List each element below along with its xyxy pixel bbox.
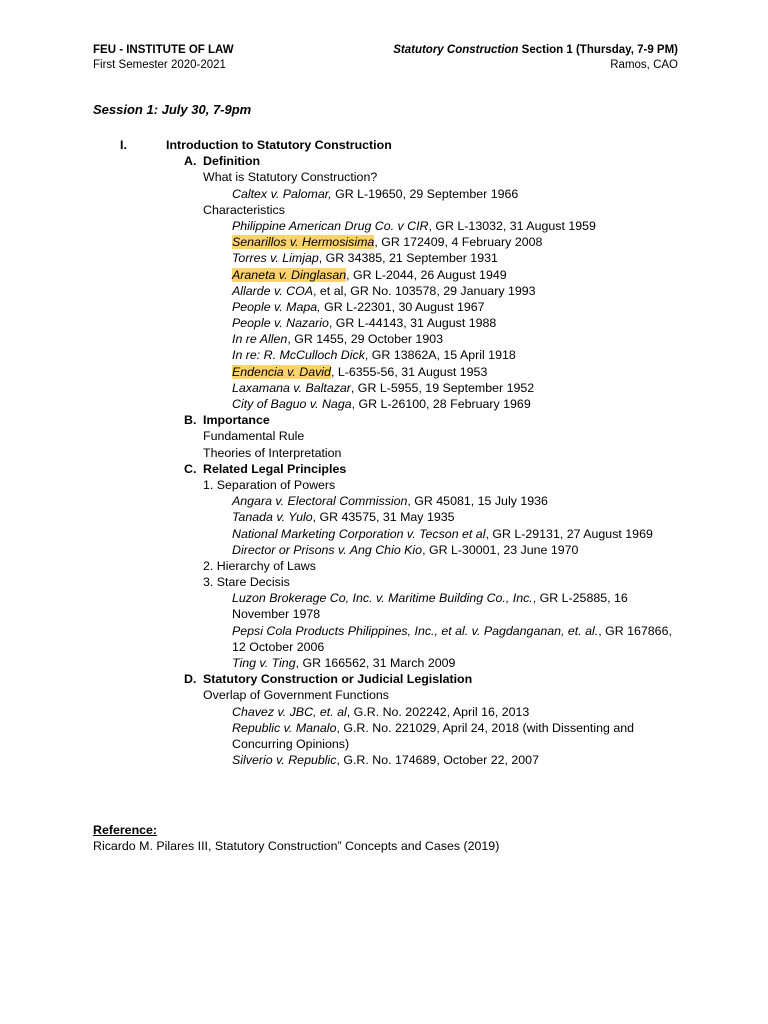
case-row	[0, 704, 768, 720]
course-section: Section 1 (Thursday, 7-9 PM)	[518, 44, 678, 56]
case-name: Angara v. Electoral Commission	[232, 494, 408, 509]
numbered-item	[0, 477, 768, 493]
characteristics-text: Characteristics	[203, 202, 285, 217]
case-name: Director or Prisons v. Ang Chio Kio	[232, 542, 423, 557]
case-row	[0, 752, 768, 768]
stare-decisis-cases	[0, 590, 768, 671]
case-cite: , GR L-25885, 16 November 1978	[232, 591, 628, 622]
item-text: 2. Hierarchy of Laws	[203, 558, 316, 573]
subsection-a	[0, 153, 768, 169]
case-row	[0, 250, 768, 266]
importance-item	[0, 428, 768, 444]
case-row	[0, 331, 768, 347]
case-cite: GR L-22301, 30 August 1967	[320, 299, 485, 314]
case-cite: , L-6355-56, 31 August 1953	[330, 364, 488, 379]
case-row	[0, 380, 768, 396]
session-title: Session 1: July 30, 7-9pm	[93, 102, 252, 117]
case-cite: , G.R. No. 202242, April 16, 2013	[346, 704, 530, 719]
reference-text: Ricardo M. Pilares III, Statutory Construction” Concepts and Cases (2019)	[93, 839, 500, 854]
numbered-item	[0, 558, 768, 574]
case-cite: , GR L-2044, 26 August 1949	[346, 267, 507, 282]
header-left	[93, 43, 234, 72]
case-row	[0, 542, 768, 558]
item-text: Theories of Interpretation	[203, 445, 342, 460]
outline-heading-1	[0, 137, 768, 153]
case-name: Endencia v. David	[232, 364, 331, 379]
case-row	[0, 493, 768, 509]
separation-cases	[0, 493, 768, 558]
case-name: People v. Nazario	[232, 316, 329, 331]
subsection-c	[0, 461, 768, 477]
case-row	[0, 526, 768, 542]
case-name: Allarde v. COA	[232, 283, 314, 298]
question-text: What is Statutory Construction?	[203, 170, 378, 185]
case-name: In re: R. McCulloch Dick	[232, 348, 365, 363]
subsection-title: Importance	[203, 413, 270, 428]
importance-item	[0, 445, 768, 461]
case-name: Senarillos v. Hermosisima	[232, 235, 375, 250]
case-name: Caltex v. Palomar,	[232, 186, 332, 201]
reference-label: Reference:	[93, 823, 158, 837]
case-cite: , GR 172409, 4 February 2008	[374, 235, 543, 250]
item-text: Fundamental Rule	[203, 429, 305, 444]
roman-numeral: I.	[120, 138, 127, 152]
item-text: Overlap of Government Functions	[203, 688, 389, 703]
school-name: FEU - INSTITUTE OF LAW	[93, 44, 234, 56]
case-cite: , GR 13862A, 15 April 1918	[364, 348, 516, 363]
case-row	[0, 347, 768, 363]
characteristics-label	[0, 202, 768, 218]
case-name: In re Allen	[232, 332, 288, 347]
case-row	[0, 283, 768, 299]
subsection-letter: B.	[184, 413, 197, 428]
case-cite: GR L-19650, 29 September 1966	[331, 186, 519, 201]
case-cite: , GR 1455, 29 October 1903	[287, 332, 443, 347]
subsection-title: Statutory Construction or Judicial Legislation	[203, 672, 473, 687]
case-name: Philippine American Drug Co. v CIR	[232, 218, 429, 233]
judicial-legislation-cases	[0, 704, 768, 769]
case-row	[0, 218, 768, 234]
case-name: Luzon Brokerage Co, Inc. v. Maritime Building Co., Inc.	[232, 591, 533, 606]
case-row	[0, 396, 768, 412]
case-cite: , GR L-44143, 31 August 1988	[328, 316, 497, 331]
item-text: 1. Separation of Powers	[203, 477, 336, 492]
professor: Ramos, CAO	[610, 58, 678, 71]
case-cite: , GR 167866, 12 October 2006	[232, 623, 672, 654]
case-cite: , GR L-5955, 19 September 1952	[350, 380, 535, 395]
case-name: Araneta v. Dinglasan	[232, 267, 347, 282]
case-cite: , GR 34385, 21 September 1931	[318, 251, 498, 266]
case-name: Laxamana v. Baltazar	[232, 380, 351, 395]
case-row	[0, 267, 768, 283]
case-cite: , GR L-26100, 28 February 1969	[351, 397, 531, 411]
characteristics-cases	[0, 218, 768, 412]
case-row	[0, 234, 768, 250]
outline	[0, 137, 768, 768]
semester: First Semester 2020-2021	[93, 58, 226, 71]
case-name: City of Baguo v. Naga	[232, 397, 352, 411]
case-name: Chavez v. JBC, et. al	[232, 704, 347, 719]
case-row	[0, 720, 768, 752]
case-cite: , GR 166562, 31 March 2009	[295, 656, 456, 671]
section-title: Introduction to Statutory Construction	[166, 138, 392, 152]
case-name: People v. Mapa,	[232, 299, 321, 314]
case-name: Torres v. Limjap	[232, 251, 319, 266]
subsection-letter: A.	[184, 154, 197, 169]
case-cite: , GR L-13032, 31 August 1959	[428, 218, 596, 233]
subsection-d	[0, 671, 768, 687]
case-cite: , GR L-30001, 23 June 1970	[422, 542, 579, 557]
case-cite: , et al, GR No. 103578, 29 January 1993	[313, 283, 536, 298]
definition-question	[0, 169, 768, 185]
numbered-item	[0, 574, 768, 590]
overlap-label	[0, 687, 768, 703]
case-name: National Marketing Corporation v. Tecson et al	[232, 526, 486, 541]
case-row	[0, 655, 768, 671]
subsection-b	[0, 412, 768, 428]
case-name: Ting v. Ting	[232, 656, 296, 671]
subsection-letter: C.	[184, 461, 197, 476]
item-text: 3. Stare Decisis	[203, 575, 290, 590]
header-right	[393, 43, 678, 72]
case-row	[0, 315, 768, 331]
case-row	[0, 623, 768, 655]
case-cite: , G.R. No. 174689, October 22, 2007	[336, 753, 539, 768]
case-caltex	[0, 186, 768, 202]
course-name: Statutory Construction	[393, 44, 519, 56]
case-row	[0, 364, 768, 380]
case-row	[0, 509, 768, 525]
case-cite: , G.R. No. 221029, April 24, 2018 (with Dissenting and Concurring Opinions)	[232, 720, 635, 752]
subsection-letter: D.	[184, 672, 197, 687]
subsection-title: Definition	[203, 154, 261, 169]
case-name: Silverio v. Republic	[232, 753, 337, 768]
case-cite: , GR 45081, 15 July 1936	[407, 494, 548, 509]
case-row	[0, 590, 768, 622]
case-row	[0, 299, 768, 315]
course-line	[393, 43, 678, 58]
reference	[93, 822, 499, 854]
case-name: Republic v. Manalo	[232, 720, 337, 735]
case-cite: , GR L-29131, 27 August 1969	[485, 526, 653, 541]
case-name: Pepsi Cola Products Philippines, Inc., et al. v. Pagdanganan, et. al.	[232, 623, 599, 638]
case-cite: , GR 43575, 31 May 1935	[312, 510, 455, 525]
case-name: Tanada v. Yulo	[232, 510, 313, 525]
subsection-title: Related Legal Principles	[203, 461, 347, 476]
